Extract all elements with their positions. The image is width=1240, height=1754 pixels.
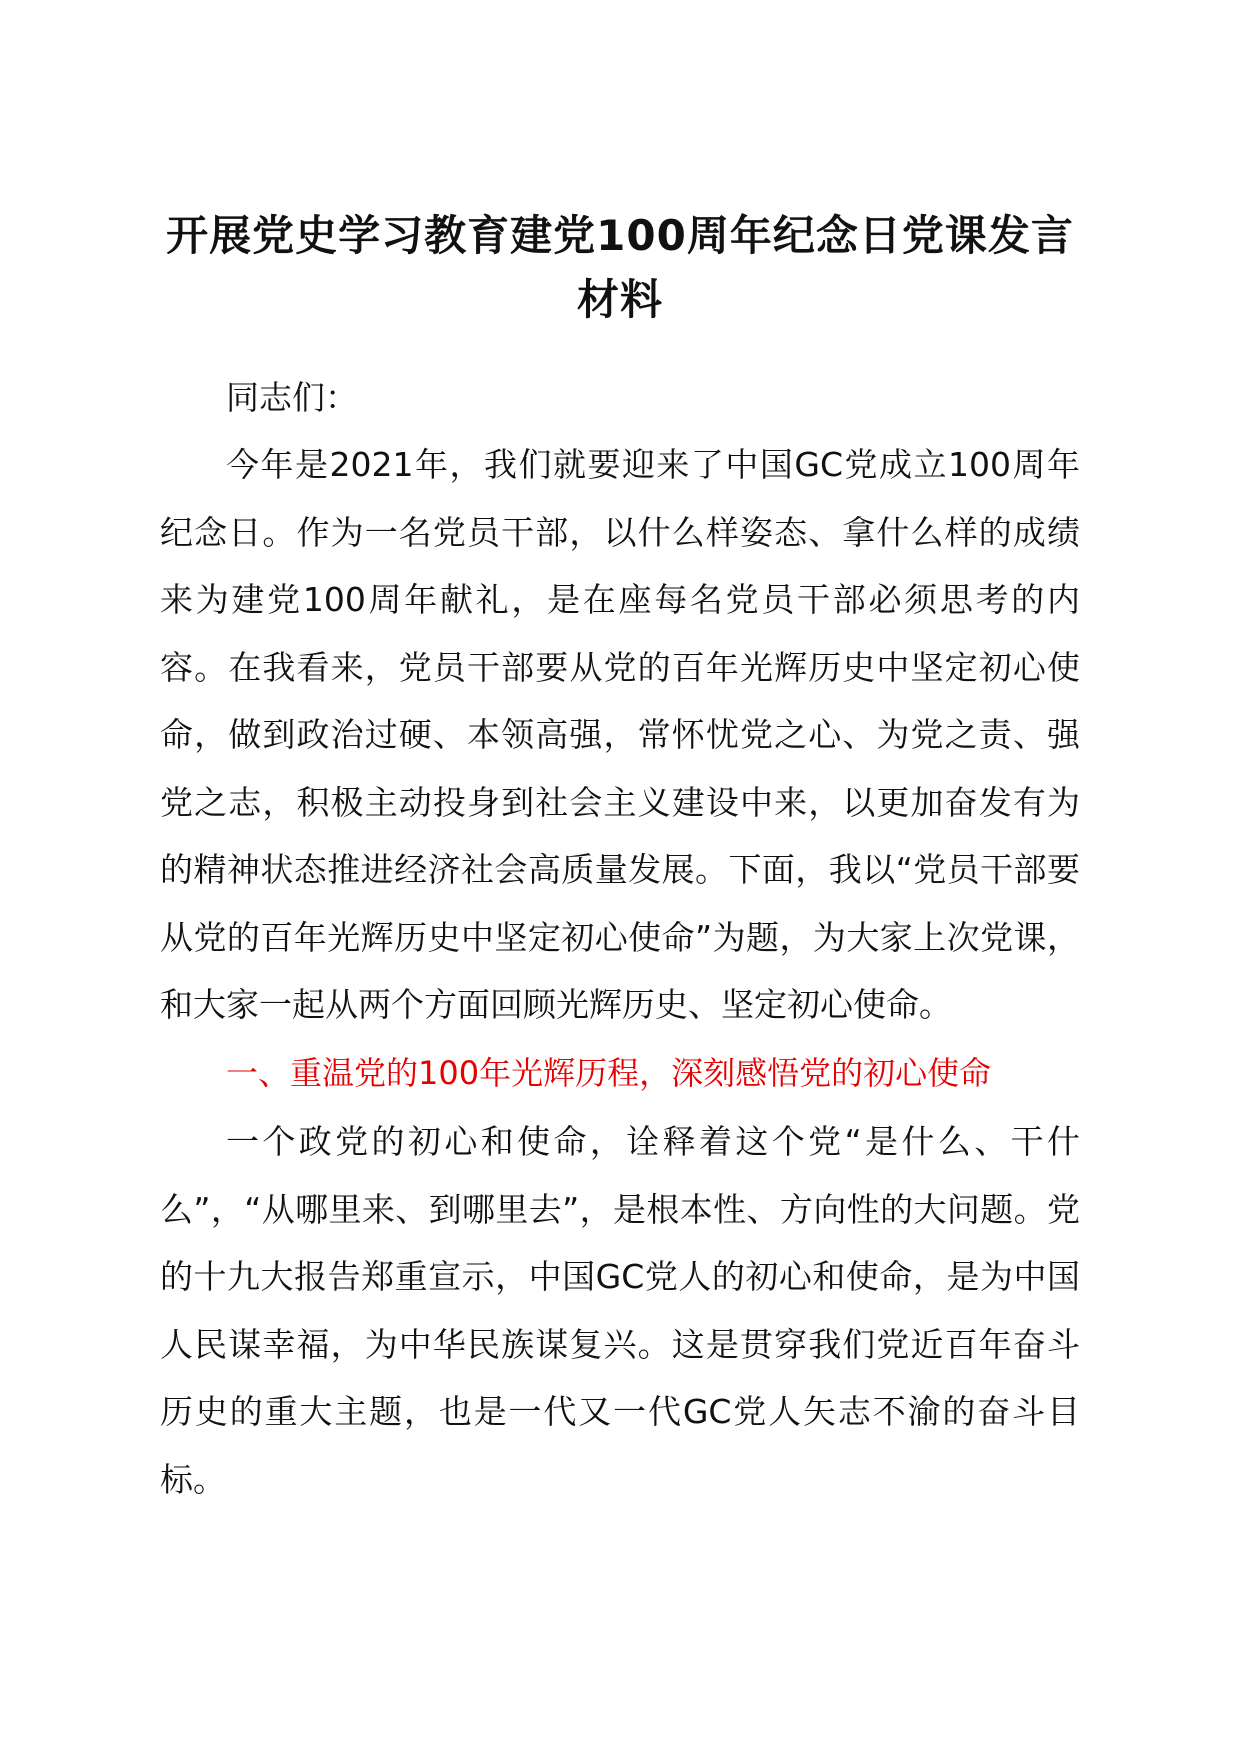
- document-title: 开展党史学习教育建党100周年纪念日党课发言材料: [166, 211, 1074, 324]
- paragraph-intro: 今年是2021年，我们就要迎来了中国GC党成立100周年纪念日。作为一名党员干部，以什么样姿态、拿什么样的成绩来为建党100周年献礼，是在座每名党员干部必须思考的内容。在我看来，党员干部要从党的百年光辉历史中坚定初心使命，做到政治过硬、本领高强，常怀忧党之心、为党之责、强党之志，积极主动投身到社会主义建设中来，以更加奋发有为的精神状态推进经济社会高质量发展。下面，我以“党员干部要从党的百年光辉历史中坚定初心使命”为题，为大家上次党课，和大家一起从两个方面回顾光辉历史、坚定初心使命。: [160, 445, 1080, 1024]
- paragraph-section-one: 一个政党的初心和使命，诠释着这个党“是什么、干什么”，“从哪里来、到哪里去”，是根本性、方向性的大问题。党的十九大报告郑重宣示，中国GC党人的初心和使命，是为中国人民谋幸福，为中华民族谋复兴。这是贯穿我们党近百年奋斗历史的重大主题，也是一代又一代GC党人矢志不渝的奋斗目标。: [160, 1122, 1080, 1499]
- salutation: 同志们：: [226, 378, 358, 417]
- section-heading: 一、重温党的100年光辉历程，深刻感悟党的初心使命: [226, 1054, 992, 1092]
